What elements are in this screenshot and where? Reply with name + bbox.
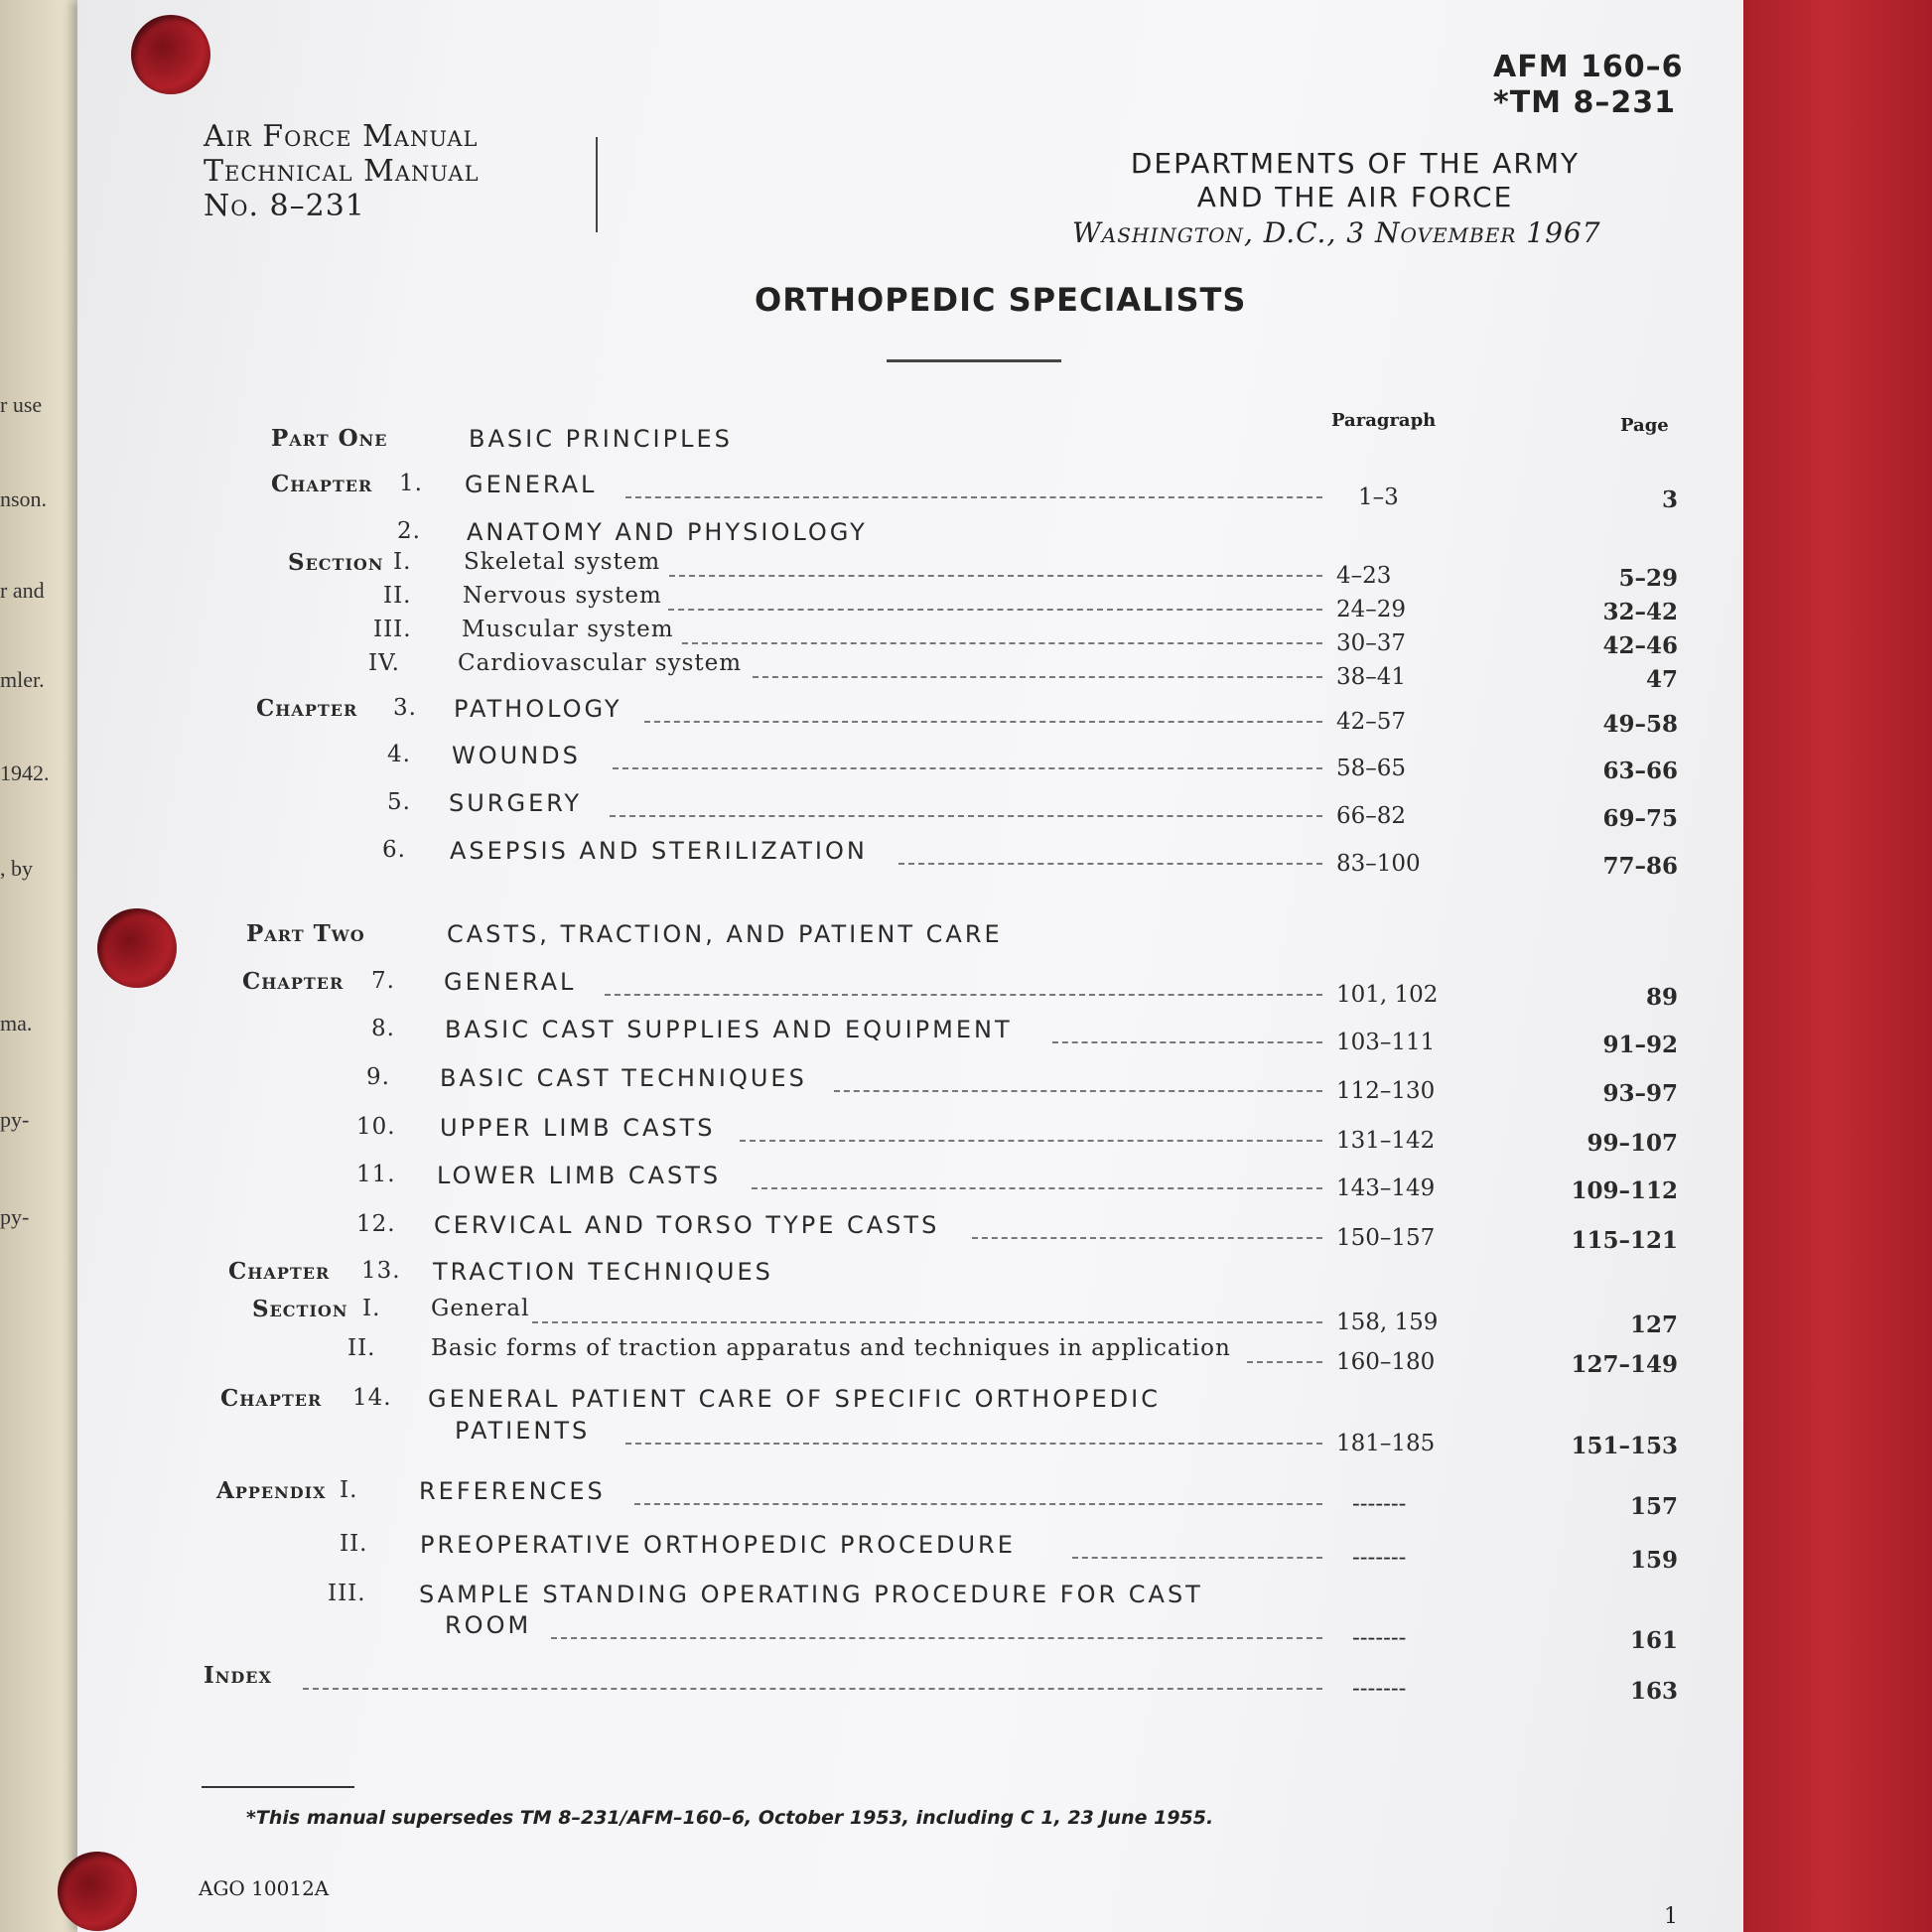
toc-row bbox=[0, 695, 1932, 738]
footnote: *This manual supersedes TM 8–231/AFM–160–6, October 1953, including C 1, 23 June 1955. bbox=[246, 1807, 1214, 1829]
toc-row bbox=[0, 425, 1932, 459]
toc-page: 89 bbox=[1645, 984, 1678, 1011]
toc-title: UPPER LIMB CASTS bbox=[440, 1114, 716, 1142]
toc-page: 157 bbox=[1629, 1493, 1678, 1520]
leader-dots bbox=[551, 1635, 1322, 1639]
toc-row bbox=[0, 1335, 1932, 1378]
leader-dots bbox=[303, 1686, 1322, 1690]
toc-row bbox=[0, 650, 1932, 693]
leader-dots bbox=[634, 1501, 1322, 1505]
toc-label: Section bbox=[288, 549, 384, 576]
toc-row bbox=[0, 1385, 1932, 1419]
toc-label: Part One bbox=[271, 425, 388, 452]
toc-paragraph: ------- bbox=[1352, 1545, 1407, 1571]
department-line: AND THE AIR FORCE bbox=[1196, 181, 1514, 213]
manual-line: No. 8–231 bbox=[204, 189, 365, 223]
toc-paragraph: 181–185 bbox=[1336, 1431, 1436, 1456]
toc-paragraph: 24–29 bbox=[1336, 597, 1407, 622]
toc-title: GENERAL bbox=[444, 968, 577, 996]
leader-dots bbox=[610, 813, 1322, 817]
leader-dots bbox=[668, 607, 1322, 611]
toc-row bbox=[0, 583, 1932, 625]
toc-page: 5–29 bbox=[1618, 565, 1678, 592]
toc-paragraph: 58–65 bbox=[1336, 756, 1407, 781]
toc-row bbox=[0, 1531, 1932, 1574]
toc-row bbox=[0, 1258, 1932, 1292]
leader-dots bbox=[753, 674, 1322, 678]
toc-paragraph: 66–82 bbox=[1336, 803, 1407, 829]
toc-row bbox=[0, 1296, 1932, 1338]
toc-title: REFERENCES bbox=[419, 1477, 606, 1505]
toc-title: PATIENTS bbox=[455, 1417, 591, 1445]
toc-paragraph: 103–111 bbox=[1336, 1030, 1436, 1055]
toc-page: 115–121 bbox=[1571, 1227, 1678, 1254]
toc-row bbox=[0, 968, 1932, 1011]
leader-dots bbox=[1247, 1359, 1322, 1363]
toc-page: 109–112 bbox=[1571, 1177, 1678, 1204]
column-header-paragraph: Paragraph bbox=[1331, 410, 1437, 431]
toc-number: 3. bbox=[393, 695, 417, 721]
toc-number: 5. bbox=[387, 789, 411, 815]
toc-title: Cardiovascular system bbox=[458, 650, 743, 676]
toc-row bbox=[0, 920, 1932, 954]
toc-row bbox=[0, 1064, 1932, 1107]
toc-page: 32–42 bbox=[1602, 599, 1678, 625]
toc-label: Index bbox=[204, 1662, 272, 1689]
toc-paragraph: 42–57 bbox=[1336, 709, 1407, 735]
leader-dots bbox=[752, 1185, 1322, 1189]
toc-paragraph: 38–41 bbox=[1336, 664, 1407, 690]
toc-page: 42–46 bbox=[1602, 632, 1678, 659]
toc-title: Nervous system bbox=[463, 583, 662, 609]
left-page-fragment: 1942. bbox=[0, 760, 50, 785]
toc-number: 11. bbox=[356, 1162, 396, 1187]
toc-title: BASIC CAST TECHNIQUES bbox=[440, 1064, 807, 1092]
department-line: DEPARTMENTS OF THE ARMY bbox=[1130, 147, 1581, 180]
leader-dots bbox=[898, 861, 1322, 865]
toc-row bbox=[0, 1162, 1932, 1204]
toc-label: Appendix bbox=[216, 1477, 327, 1504]
leader-dots bbox=[625, 1441, 1322, 1445]
toc-title: SAMPLE STANDING OPERATING PROCEDURE FOR CAST bbox=[419, 1581, 1203, 1608]
leader-dots bbox=[613, 765, 1322, 769]
toc-paragraph: 30–37 bbox=[1336, 630, 1407, 656]
toc-row bbox=[0, 1662, 1932, 1705]
ago-number: AGO 10012A bbox=[199, 1876, 330, 1900]
toc-title: PATHOLOGY bbox=[454, 695, 622, 723]
toc-title: Muscular system bbox=[462, 617, 674, 642]
leader-dots bbox=[605, 992, 1322, 996]
leader-dots bbox=[834, 1088, 1322, 1092]
toc-paragraph: ------- bbox=[1352, 1676, 1407, 1702]
toc-number: 2. bbox=[397, 518, 421, 544]
leader-dots bbox=[740, 1138, 1322, 1142]
toc-number: 9. bbox=[366, 1064, 390, 1090]
toc-title: GENERAL bbox=[465, 471, 598, 498]
toc-label: Chapter bbox=[242, 968, 345, 995]
toc-page: 63–66 bbox=[1602, 758, 1678, 784]
toc-title: General bbox=[431, 1296, 530, 1321]
toc-number: 8. bbox=[371, 1016, 395, 1041]
left-page-fragment: nson. bbox=[0, 486, 48, 511]
manual-line: Technical Manual bbox=[204, 154, 480, 189]
left-page-fragment: r use bbox=[0, 392, 43, 417]
toc-title: ROOM bbox=[445, 1611, 532, 1639]
toc-title: TRACTION TECHNIQUES bbox=[433, 1258, 773, 1286]
toc-title: BASIC CAST SUPPLIES AND EQUIPMENT bbox=[445, 1016, 1013, 1043]
page-title: ORTHOPEDIC SPECIALISTS bbox=[755, 281, 1247, 319]
left-page-fragment: r and bbox=[0, 578, 45, 603]
left-page-fragment: py- bbox=[0, 1107, 30, 1132]
toc-label: Section bbox=[252, 1296, 348, 1322]
toc-paragraph: 112–130 bbox=[1336, 1078, 1436, 1104]
toc-number: II. bbox=[340, 1531, 368, 1557]
toc-title: CASTS, TRACTION, AND PATIENT CARE bbox=[447, 920, 1003, 948]
footnote-rule bbox=[202, 1786, 354, 1788]
toc-title: LOWER LIMB CASTS bbox=[437, 1162, 722, 1189]
toc-number: III. bbox=[328, 1581, 366, 1606]
toc-row bbox=[0, 1211, 1932, 1254]
toc-page: 99–107 bbox=[1587, 1130, 1678, 1157]
code-tm: *TM 8–231 bbox=[1493, 85, 1676, 120]
toc-number: 4. bbox=[387, 742, 411, 767]
toc-row bbox=[0, 1611, 1932, 1654]
toc-page: 127–149 bbox=[1571, 1351, 1678, 1378]
leader-dots bbox=[1052, 1039, 1322, 1043]
toc-page: 3 bbox=[1661, 486, 1678, 513]
toc-row bbox=[0, 1114, 1932, 1157]
toc-row bbox=[0, 1417, 1932, 1459]
page-number: 1 bbox=[1664, 1904, 1678, 1929]
toc-label: Part Two bbox=[246, 920, 365, 947]
toc-label: Chapter bbox=[271, 471, 373, 497]
toc-paragraph: 150–157 bbox=[1336, 1225, 1436, 1251]
left-page-fragment: mler. bbox=[0, 667, 45, 692]
toc-title: BASIC PRINCIPLES bbox=[469, 425, 733, 453]
leader-dots bbox=[625, 494, 1322, 498]
toc-page: 77–86 bbox=[1602, 853, 1678, 880]
toc-page: 69–75 bbox=[1602, 805, 1678, 832]
leader-dots bbox=[644, 719, 1322, 723]
code-afm: AFM 160–6 bbox=[1493, 50, 1684, 84]
manual-line: Air Force Manual bbox=[204, 119, 479, 154]
toc-row bbox=[0, 518, 1932, 552]
toc-number: III. bbox=[373, 617, 412, 642]
toc-paragraph: 131–142 bbox=[1336, 1128, 1436, 1154]
toc-row bbox=[0, 1016, 1932, 1058]
toc-number: IV. bbox=[368, 650, 400, 676]
leader-dots bbox=[682, 640, 1322, 644]
toc-title: ASEPSIS AND STERILIZATION bbox=[450, 837, 868, 865]
toc-label: Chapter bbox=[220, 1385, 323, 1412]
toc-page: 47 bbox=[1645, 666, 1678, 693]
leader-dots bbox=[532, 1319, 1322, 1323]
toc-row bbox=[0, 1477, 1932, 1520]
toc-number: I. bbox=[393, 549, 412, 575]
toc-title: CERVICAL AND TORSO TYPE CASTS bbox=[434, 1211, 940, 1239]
toc-row bbox=[0, 742, 1932, 784]
toc-number: 12. bbox=[356, 1211, 396, 1237]
toc-number: 7. bbox=[371, 968, 395, 994]
column-header-page: Page bbox=[1620, 415, 1669, 436]
toc-page: 161 bbox=[1629, 1627, 1678, 1654]
toc-row bbox=[0, 1581, 1932, 1614]
toc-number: 1. bbox=[399, 471, 423, 496]
toc-number: 10. bbox=[356, 1114, 396, 1140]
toc-page: 159 bbox=[1629, 1547, 1678, 1574]
toc-page: 93–97 bbox=[1602, 1080, 1678, 1107]
toc-number: II. bbox=[383, 583, 412, 609]
toc-page: 163 bbox=[1629, 1678, 1678, 1705]
toc-row bbox=[0, 617, 1932, 659]
toc-row bbox=[0, 471, 1932, 513]
toc-page: 151–153 bbox=[1571, 1433, 1678, 1459]
toc-paragraph: 160–180 bbox=[1336, 1349, 1436, 1375]
toc-number: 13. bbox=[361, 1258, 401, 1284]
toc-label: Chapter bbox=[228, 1258, 331, 1285]
toc-number: 14. bbox=[352, 1385, 392, 1411]
toc-paragraph: 83–100 bbox=[1336, 851, 1421, 877]
leader-dots bbox=[972, 1235, 1322, 1239]
toc-number: II. bbox=[347, 1335, 376, 1361]
location-date: Washington, D.C., 3 November 1967 bbox=[1072, 216, 1601, 249]
toc-title: Basic forms of traction apparatus and techniques in application bbox=[431, 1335, 1231, 1361]
toc-number: 6. bbox=[382, 837, 406, 863]
leader-dots bbox=[1072, 1555, 1322, 1559]
left-page-fragment: , by bbox=[0, 856, 33, 881]
toc-page: 127 bbox=[1629, 1311, 1678, 1338]
toc-title: ANATOMY AND PHYSIOLOGY bbox=[467, 518, 868, 546]
toc-paragraph: 143–149 bbox=[1336, 1175, 1436, 1201]
toc-paragraph: 158, 159 bbox=[1336, 1310, 1439, 1335]
toc-page: 91–92 bbox=[1602, 1032, 1678, 1058]
leader-dots bbox=[669, 573, 1322, 577]
toc-title: SURGERY bbox=[449, 789, 583, 817]
toc-paragraph: 1–3 bbox=[1358, 484, 1399, 510]
toc-row bbox=[0, 837, 1932, 880]
toc-number: I. bbox=[362, 1296, 381, 1321]
left-page-fragment: py- bbox=[0, 1204, 30, 1229]
toc-title: PREOPERATIVE ORTHOPEDIC PROCEDURE bbox=[420, 1531, 1016, 1559]
toc-number: I. bbox=[340, 1477, 358, 1503]
toc-title: Skeletal system bbox=[464, 549, 661, 575]
toc-paragraph: 101, 102 bbox=[1336, 982, 1439, 1008]
toc-page: 49–58 bbox=[1602, 711, 1678, 738]
toc-label: Chapter bbox=[256, 695, 358, 722]
toc-row bbox=[0, 789, 1932, 832]
toc-title: GENERAL PATIENT CARE OF SPECIFIC ORTHOPEDIC bbox=[428, 1385, 1161, 1413]
toc-paragraph: ------- bbox=[1352, 1625, 1407, 1651]
left-page-fragment: ma. bbox=[0, 1011, 33, 1035]
toc-title: WOUNDS bbox=[452, 742, 581, 769]
toc-paragraph: 4–23 bbox=[1336, 563, 1392, 589]
toc-paragraph: ------- bbox=[1352, 1491, 1407, 1517]
